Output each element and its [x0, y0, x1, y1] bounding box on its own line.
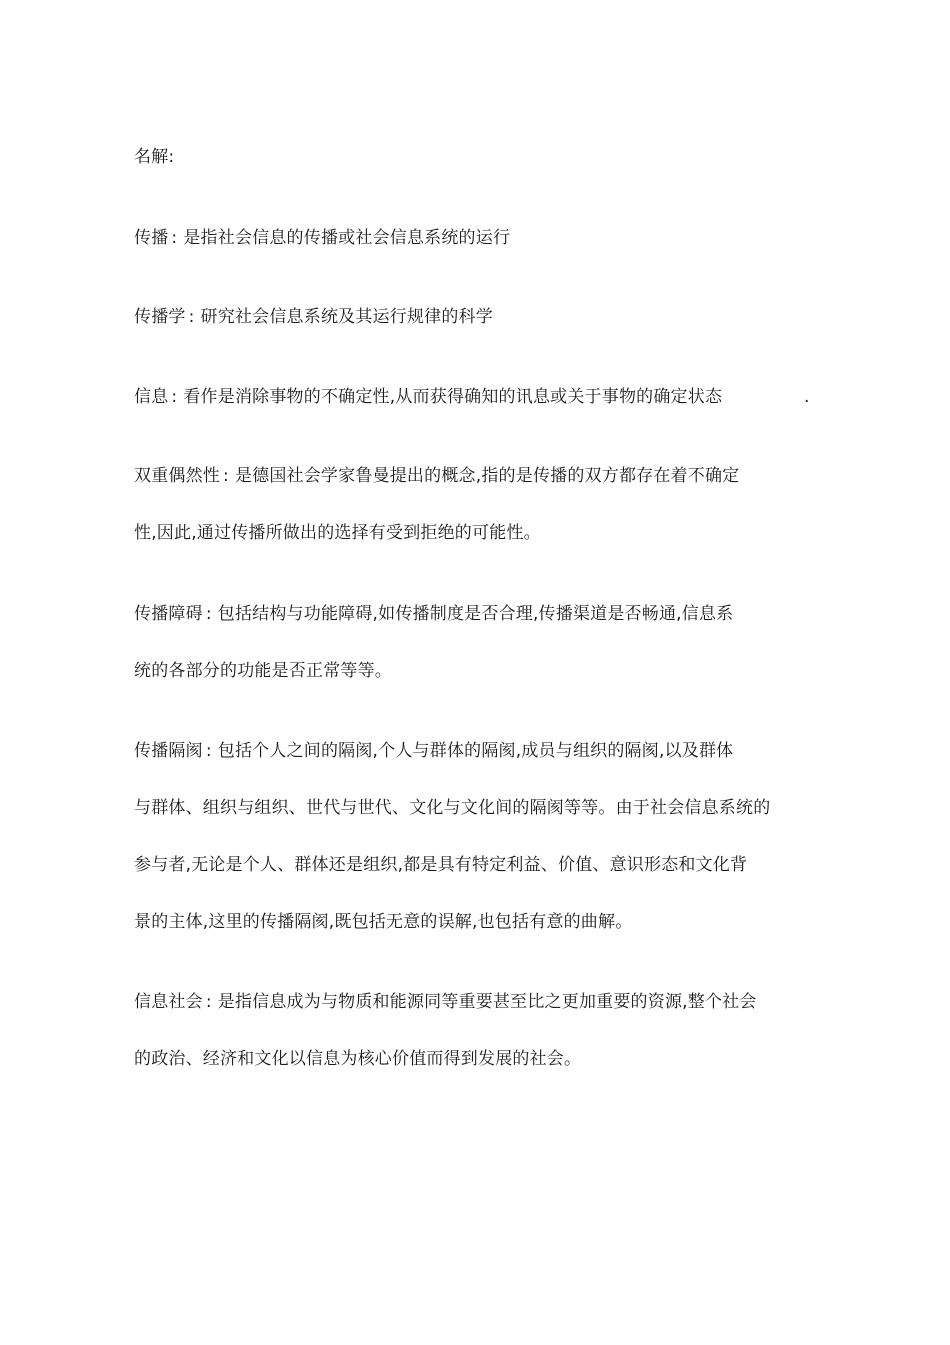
definition-text: 包括个人之间的隔阂,个人与群体的隔阂,成员与组织的隔阂,以及群体 [217, 741, 734, 761]
definition-shuangchong-ouranxing [134, 465, 739, 487]
definition-text: 看作是消除事物的不确定性,从而获得确知的讯息或关于事物的确定状态 [183, 387, 723, 407]
term-colon: : [205, 604, 212, 624]
section-heading: 名解: [134, 147, 175, 167]
trailing-period: . [804, 387, 810, 407]
definition-continuation: 的政治、经济和文化以信息为核心价值而得到发展的社会。 [134, 1049, 582, 1069]
definition-chuanbo [134, 227, 510, 249]
term-colon: : [171, 228, 178, 248]
term: 信息社会 [134, 992, 203, 1012]
term-colon: : [205, 741, 212, 761]
definition-text: 是指社会信息的传播或社会信息系统的运行 [183, 228, 511, 248]
definition-text: 包括结构与功能障碍,如传播制度是否合理,传播渠道是否畅通,信息系 [217, 604, 734, 624]
term: 传播学 [134, 307, 186, 327]
term: 传播 [134, 228, 169, 248]
definition-xinxi [134, 386, 722, 408]
definition-text: 是指信息成为与物质和能源同等重要甚至比之更加重要的资源,整个社会 [217, 992, 757, 1012]
term-colon: : [171, 387, 178, 407]
definition-xinxi-shehui [134, 991, 757, 1013]
definition-continuation: 参与者,无论是个人、群体还是组织,都是具有特定利益、价值、意识形态和文化背 [134, 855, 748, 875]
definition-chuanboxue [134, 306, 493, 328]
definition-continuation: 统的各部分的功能是否正常等等。 [134, 661, 392, 681]
definition-text: 研究社会信息系统及其运行规律的科学 [200, 307, 493, 327]
term: 信息 [134, 387, 169, 407]
definition-chuanbo-zhangai [134, 603, 733, 625]
definition-text: 是德国社会学家鲁曼提出的概念,指的是传播的双方都存在着不确定 [234, 466, 740, 486]
term-colon: : [188, 307, 195, 327]
term-colon: : [205, 992, 212, 1012]
definition-continuation: 景的主体,这里的传播隔阂,既包括无意的误解,也包括有意的曲解。 [134, 912, 633, 932]
term: 传播隔阂 [134, 741, 203, 761]
term: 双重偶然性 [134, 466, 220, 486]
definition-continuation: 性,因此,通过传播所做出的选择有受到拒绝的可能性。 [134, 523, 541, 543]
definition-continuation: 与群体、组织与组织、世代与世代、文化与文化间的隔阂等等。由于社会信息系统的 [134, 798, 771, 818]
term: 传播障碍 [134, 604, 203, 624]
term-colon: : [223, 466, 229, 486]
definition-chuanbo-gehe [134, 740, 733, 762]
